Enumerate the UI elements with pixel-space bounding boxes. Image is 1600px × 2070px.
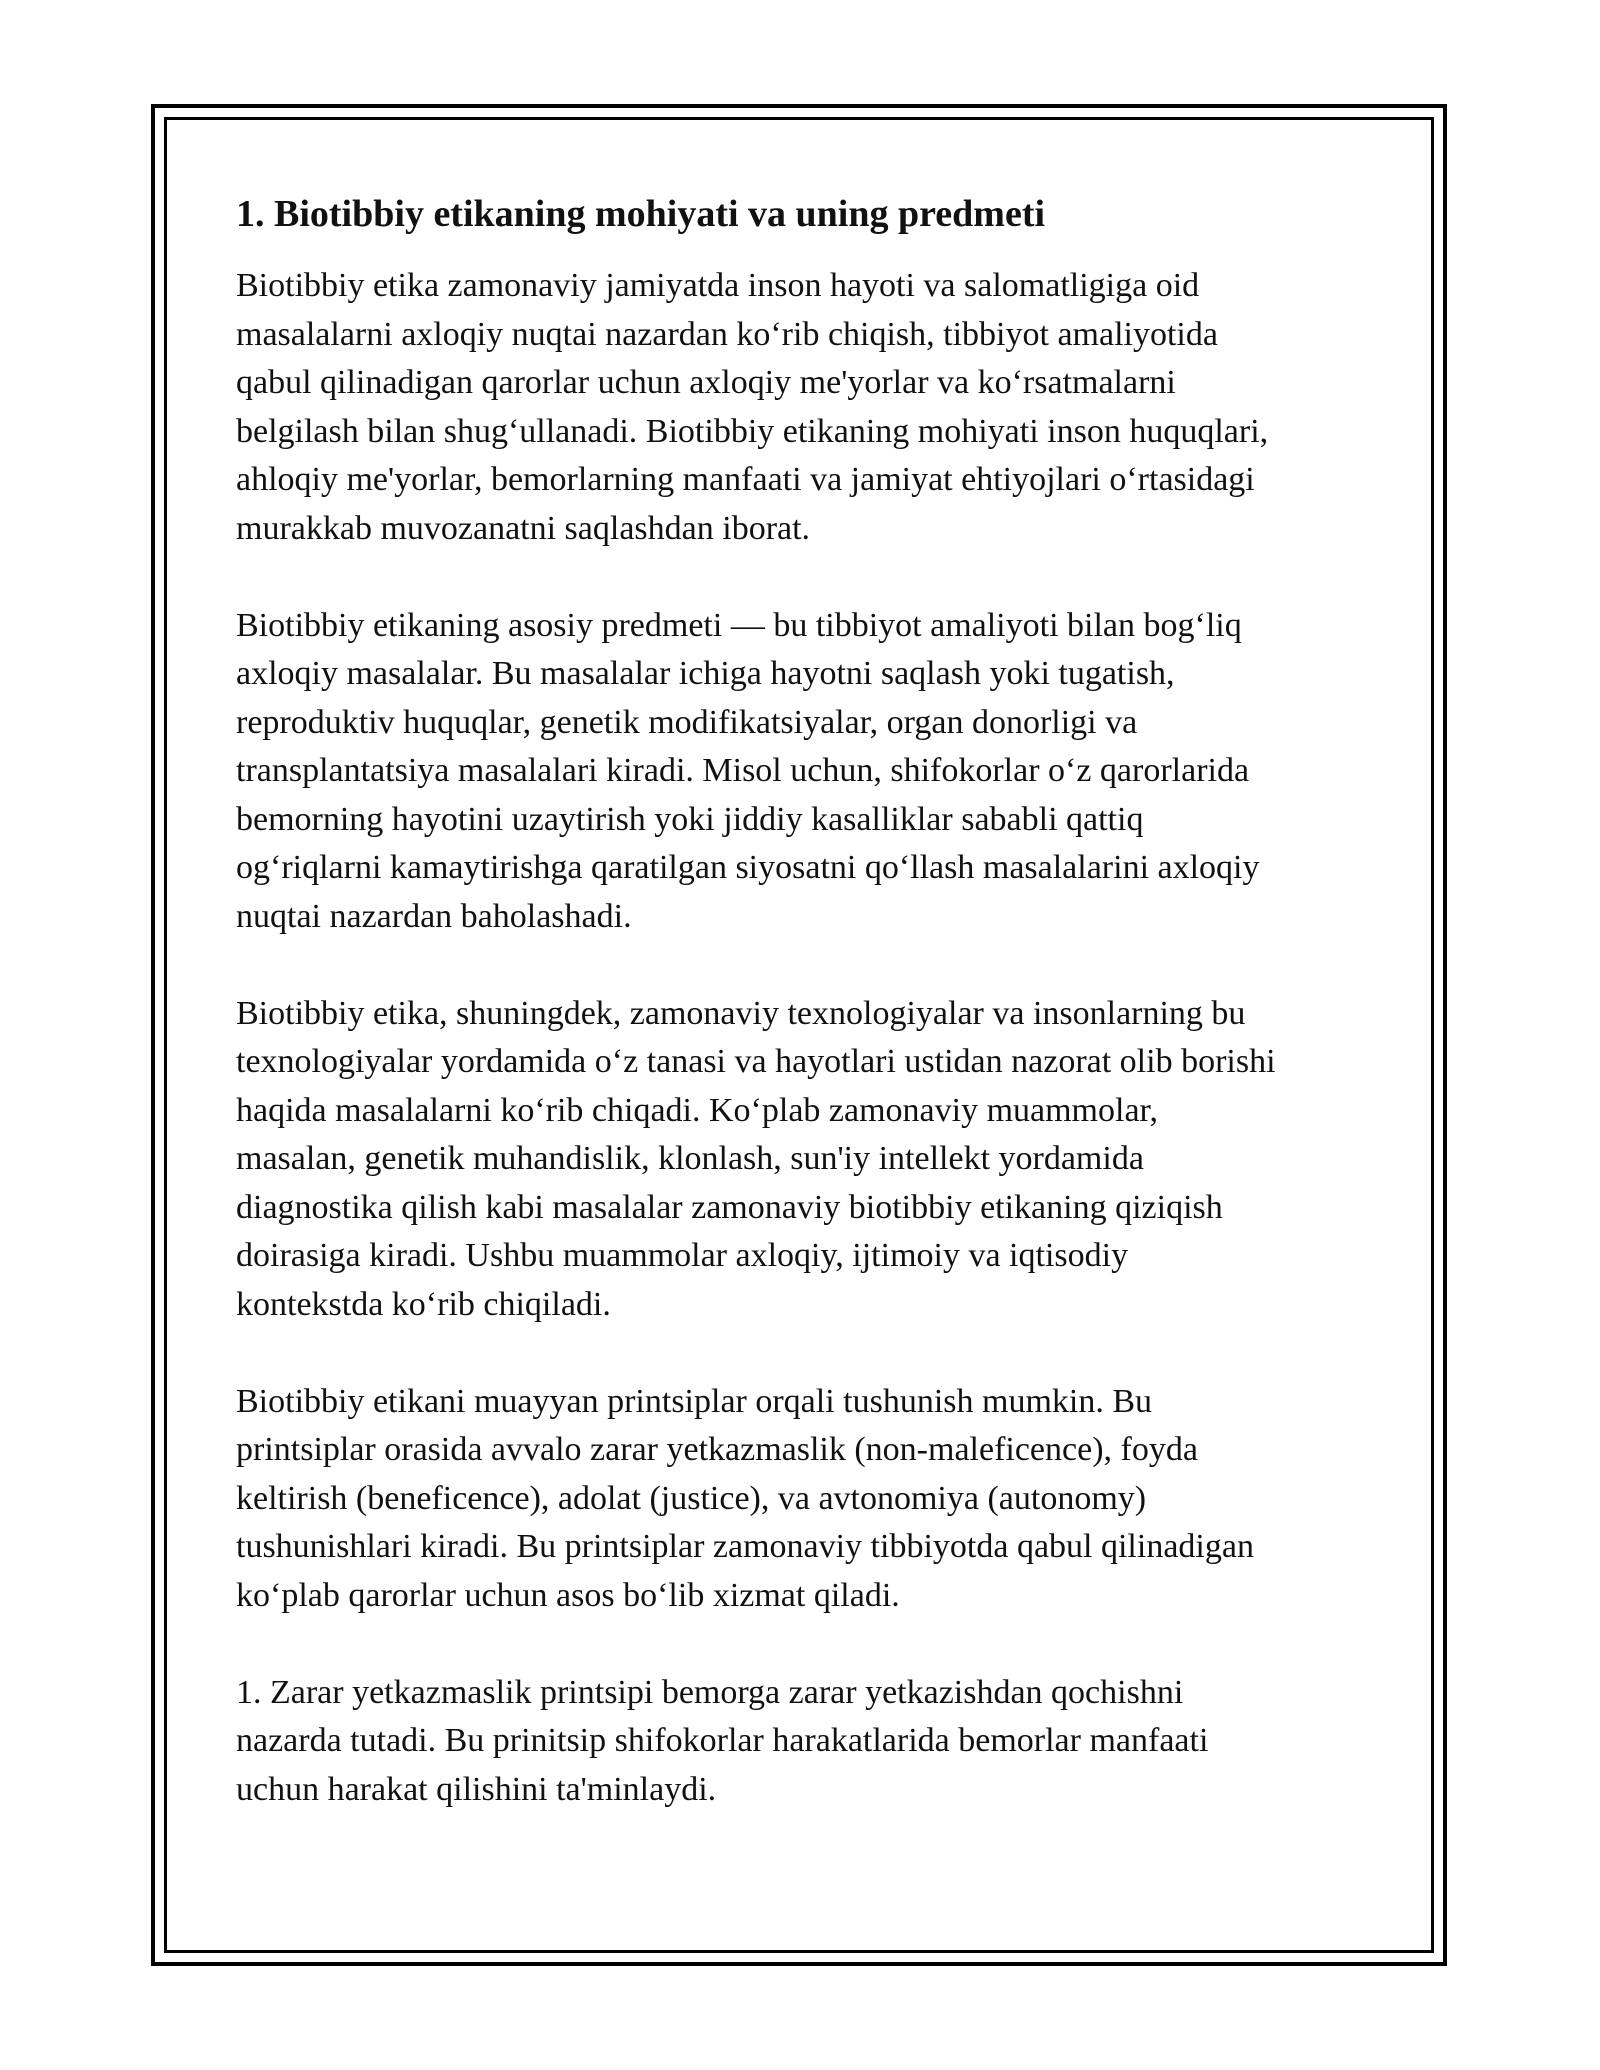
paragraph-5: 1. Zarar yetkazmaslik printsipi bemorga zarar yetkazishdan qochishni nazarda tutadi. Bu prinitsip shifokorlar harakatlarida bemorlar manfaati uchun harakat qilishini ta'minlaydi. [236, 1673, 1209, 1808]
section-heading: 1. Biotibbiy etikaning mohiyati va uning predmeti [236, 193, 1046, 235]
paragraph-1: Biotibbiy etika zamonaviy jamiyatda inson hayoti va salomatligiga oid masalalarni axloqiy nuqtai nazardan ko‘rib chiqish, tibbiyot amaliyotida qabul qilinadigan qarorlar uchun axloqiy me'yorlar va ko‘rsatmalarni belgilash bilan shug‘ullanadi. Biotibbiy etikaning mohiyati inson huquqlari, ahloqiy me'yorlar, bemorlarning manfaati va jamiyat ehtiyojlari o‘rtasidagi murakkab muvozanatni saqlashdan iborat. [236, 267, 1269, 547]
paragraph-2: Biotibbiy etikaning asosiy predmeti — bu tibbiyot amaliyoti bilan bog‘liq axloqiy masalalar. Bu masalalar ichiga hayotni saqlash yoki tugatish, reproduktiv huquqlar, genetik modifikatsiyalar, organ donorligi va transplantatsiya masalalari kiradi. Misol uchun, shifokorlar o‘z qarorlarida bemorning hayotini uzaytirish yoki jiddiy kasalliklar sababli qattiq og‘riqlarni kamaytirishga qaratilgan siyosatni qo‘llash masalalarini axloqiy nuqtai nazardan baholashadi. [236, 606, 1260, 935]
document-body [236, 190, 1376, 1863]
paragraph-4: Biotibbiy etikani muayyan printsiplar orqali tushunish mumkin. Bu printsiplar orasida avvalo zarar yetkazmaslik (non-maleficence), foyda keltirish (beneficence), adolat (justice), va avtonomiya (autonomy) tushunishlari kiradi. Bu printsiplar zamonaviy tibbiyotda qabul qilinadigan ko‘plab qarorlar uchun asos bo‘lib xizmat qiladi. [236, 1382, 1254, 1614]
paragraph-3: Biotibbiy etika, shuningdek, zamonaviy texnologiyalar va insonlarning bu texnologiyalar yordamida o‘z tanasi va hayotlari ustidan nazorat olib borishi haqida masalalarni ko‘rib chiqadi. Ko‘plab zamonaviy muammolar, masalan, genetik muhandislik, klonlash, sun'iy intellekt yordamida diagnostika qilish kabi masalalar zamonaviy biotibbiy etikaning qiziqish doirasiga kiradi. Ushbu muammolar axloqiy, ijtimoiy va iqtisodiy kontekstda ko‘rib chiqiladi. [236, 994, 1276, 1323]
